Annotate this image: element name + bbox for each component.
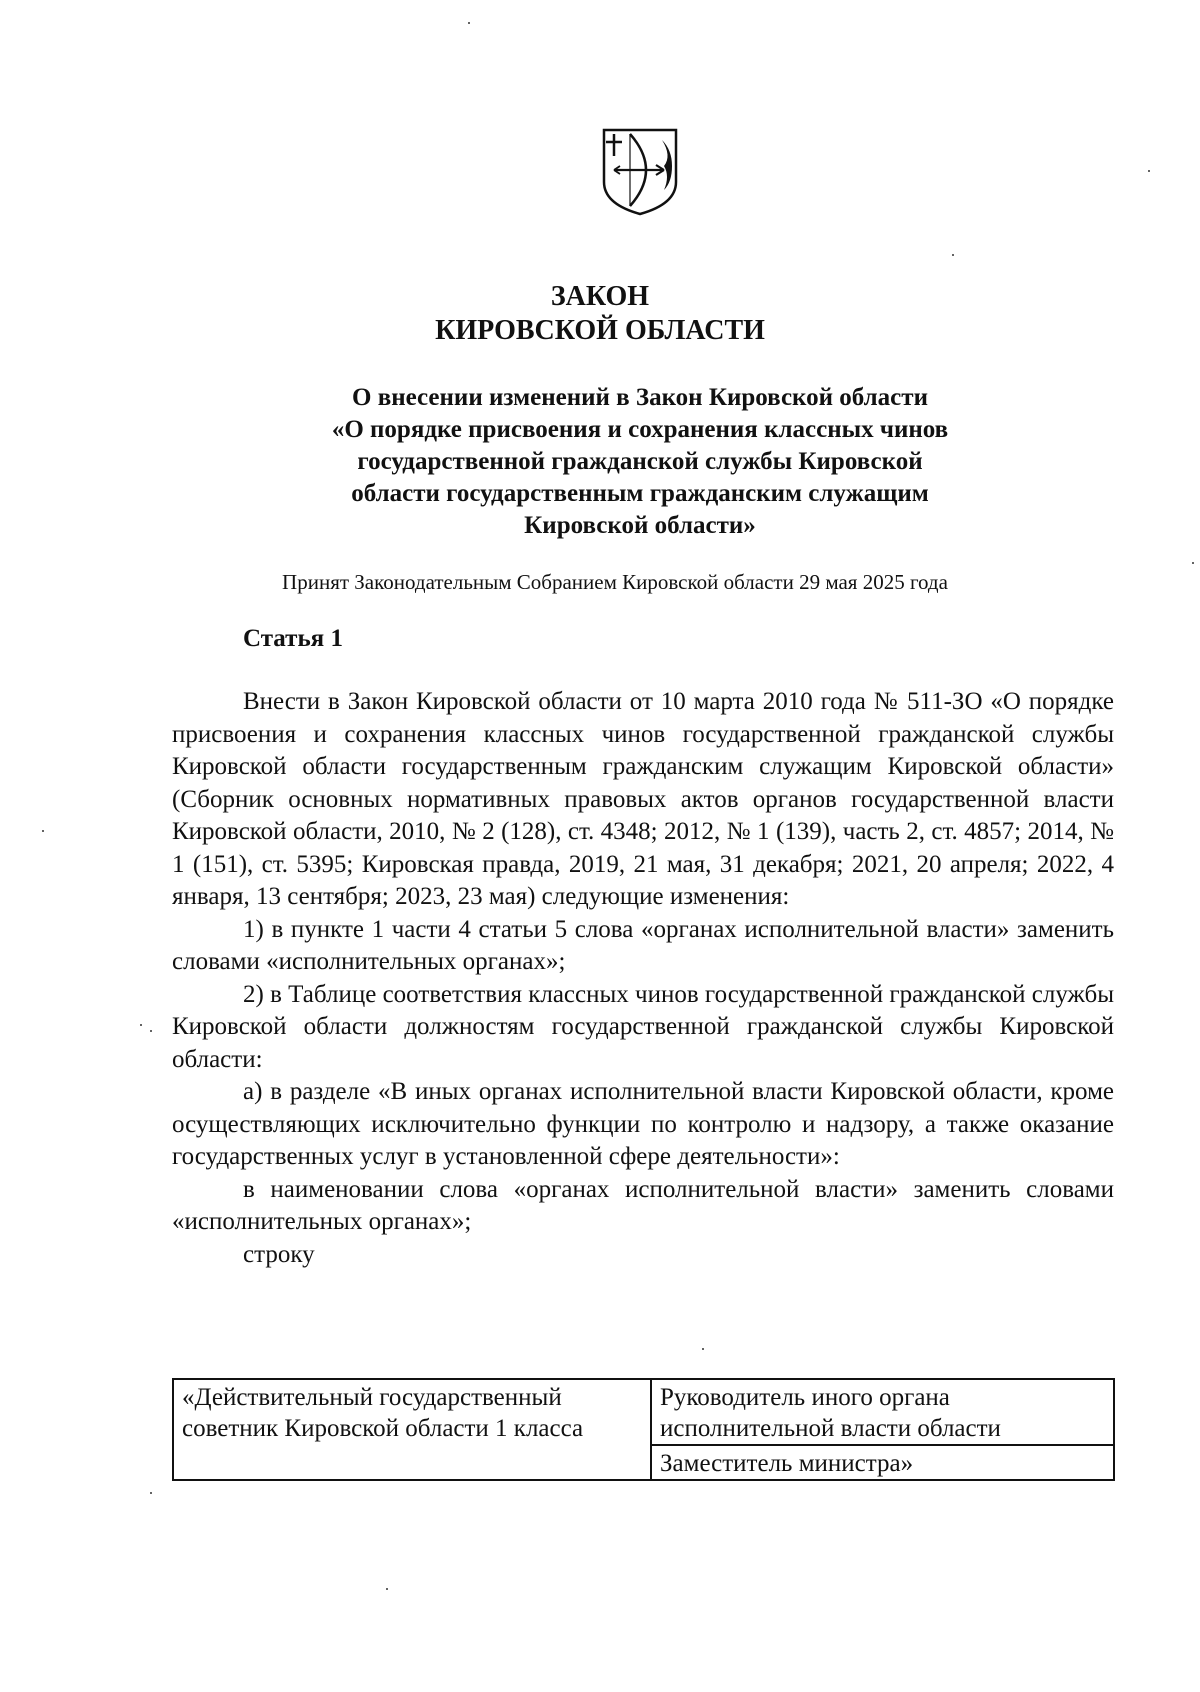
kirov-oblast-coat-of-arms-icon <box>600 126 680 216</box>
scan-speck <box>42 830 44 832</box>
subject-line-5: Кировской области» <box>524 512 756 539</box>
position-cell: Руководитель иного органа исполнительной власти области <box>651 1379 1114 1445</box>
scan-speck <box>468 22 470 24</box>
scan-speck <box>952 254 954 256</box>
article-heading: Статья 1 <box>243 625 343 652</box>
paragraph-item-2a: а) в разделе «В иных органах исполнительной власти Кировской области, кроме осуществляющих исключительно функции по контролю и надзору, а также оказание государственных услуг в установленной сфере деятельности»: <box>172 1078 1114 1170</box>
adoption-note: Принят Законодательным Собранием Кировской области 29 мая 2025 года <box>282 570 948 594</box>
table-row <box>173 1379 1114 1445</box>
scan-speck <box>1192 562 1194 564</box>
subject-line-4: области государственным гражданским служащим <box>351 480 929 507</box>
scan-speck <box>150 1492 152 1494</box>
paragraph-naming-change: в наименовании слова «органах исполнительной власти» заменить словами «исполнительных органах»; <box>172 1175 1114 1235</box>
article-body <box>172 686 1114 1271</box>
law-title-line-1: ЗАКОН <box>550 281 650 312</box>
paragraph-intro: Внести в Закон Кировской области от 10 марта 2010 года № 511-ЗО «О порядке присвоения и сохранения классных чинов государственной гражданской службы Кировской области государственным гражданским служащим Кировской области» (Сборник основных нормативных правовых актов органов государственной власти Кировской области, 2010, № 2 (128), ст. 4348; 2012, № 1 (139), часть 2, ст. 4857; 2014, № 1 (151), ст. 5395; Кировская правда, 2019, 21 мая, 31 декабря; 2021, 20 апреля; 2022, 4 января, 13 сентября; 2023, 23 мая) следующие изменения: <box>172 688 1114 910</box>
paragraph-row-label: строку <box>243 1240 315 1268</box>
position-cell: Заместитель министра» <box>651 1445 1114 1480</box>
paragraph-item-2: 2) в Таблице соответствия классных чинов государственной гражданской службы Кировской области должностям государственной гражданской службы Кировской области: <box>172 980 1114 1073</box>
law-title-line-2: КИРОВСКОЙ ОБЛАСТИ <box>435 315 765 346</box>
scan-speck <box>1148 170 1150 172</box>
scan-speck <box>702 1348 704 1350</box>
amended-row-table <box>172 1378 1115 1481</box>
scan-speck <box>386 1588 388 1590</box>
class-rank-cell: «Действительный государственный советник Кировской области 1 класса <box>173 1379 651 1480</box>
subject-line-1: О внесении изменений в Закон Кировской области <box>352 384 928 411</box>
scan-speck <box>150 1030 152 1032</box>
paragraph-item-1: 1) в пункте 1 части 4 статьи 5 слова «органах исполнительной власти» заменить словами «исполнительных органах»; <box>172 915 1114 975</box>
subject-line-2: «О порядке присвоения и сохранения классных чинов <box>331 416 949 443</box>
scan-speck <box>140 1024 142 1026</box>
subject-line-3: государственной гражданской службы Кировской <box>357 448 923 475</box>
